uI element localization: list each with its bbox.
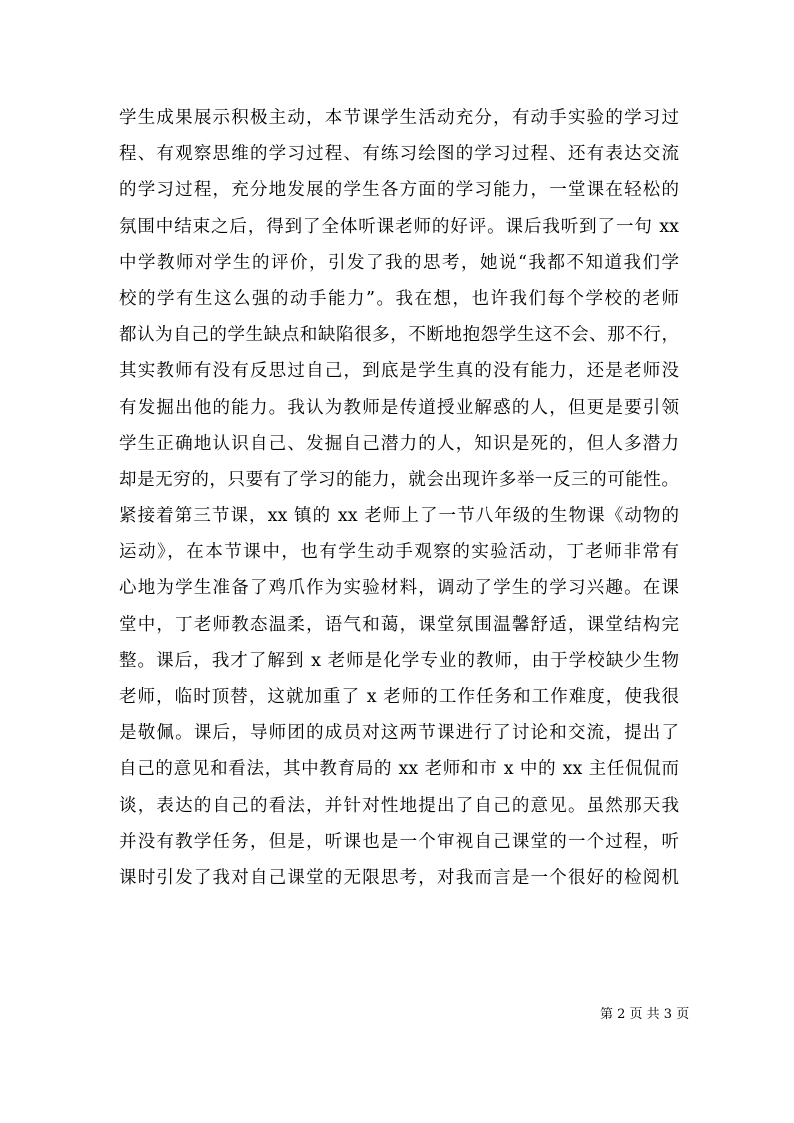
text-line: 氛围中结束之后，得到了全体听课老师的好评。课后我听到了一句 xx (119, 216, 679, 237)
text-line: 却是无穷的，只要有了学习的能力，就会出现许多举一反三的可能性。 (119, 469, 679, 490)
text-line: 校的学有生这么强的动手能力”。我在想，也许我们每个学校的老师 (119, 288, 679, 309)
text-line: 中学教师对学生的评价，引发了我的思考，她说“我都不知道我们学 (119, 252, 679, 273)
text-line: 老师，临时顶替，这就加重了 x 老师的工作任务和工作难度，使我很 (119, 687, 679, 707)
text-line: 的学习过程，充分地发展的学生各方面的学习能力，一堂课在轻松的 (119, 180, 679, 201)
page-number: 第 2 页 共 3 页 (600, 1007, 690, 1022)
text-line: 整。课后，我才了解到 x 老师是化学专业的教师，由于学校缺少生物 (119, 650, 679, 671)
text-line: 并没有教学任务，但是，听课也是一个审视自己课堂的一个过程，听 (119, 831, 679, 852)
text-line: 课时引发了我对自己课堂的无限思考，对我而言是一个很好的检阅机 (119, 867, 679, 888)
text-line: 堂中，丁老师教态温柔，语气和蔼，课堂氛围温馨舒适，课堂结构完 (119, 614, 679, 635)
text-line: 其实教师有没有反思过自己，到底是学生真的没有能力，还是老师没 (119, 361, 679, 382)
text-line: 运动》，在本节课中，也有学生动手观察的实验活动，丁老师非常有 (119, 542, 679, 563)
text-line: 是敬佩。课后，导师团的成员对这两节课进行了讨论和交流，提出了 (119, 723, 679, 744)
text-line: 谈，表达的自己的看法，并针对性地提出了自己的意见。虽然那天我 (119, 795, 679, 816)
body-text (119, 100, 679, 896)
text-line: 心地为学生准备了鸡爪作为实验材料，调动了学生的学习兴趣。在课 (119, 578, 679, 599)
text-line: 学生成果展示积极主动，本节课学生活动充分，有动手实验的学习过 (119, 108, 679, 128)
text-line: 自己的意见和看法，其中教育局的 xx 老师和市 x 中的 xx 主任侃侃而 (119, 759, 679, 780)
text-line: 有发掘出他的能力。我认为教师是传道授业解惑的人，但更是要引领 (119, 397, 679, 418)
text-line: 程、有观察思维的学习过程、有练习绘图的学习过程、还有表达交流 (119, 144, 679, 165)
text-line: 都认为自己的学生缺点和缺陷很多，不断地抱怨学生这不会、那不行， (119, 325, 679, 346)
text-line: 紧接着第三节课，xx 镇的 xx 老师上了一节八年级的生物课《动物的 (119, 506, 679, 527)
text-line: 学生正确地认识自己、发掘自己潜力的人，知识是死的，但人多潜力 (119, 433, 679, 454)
